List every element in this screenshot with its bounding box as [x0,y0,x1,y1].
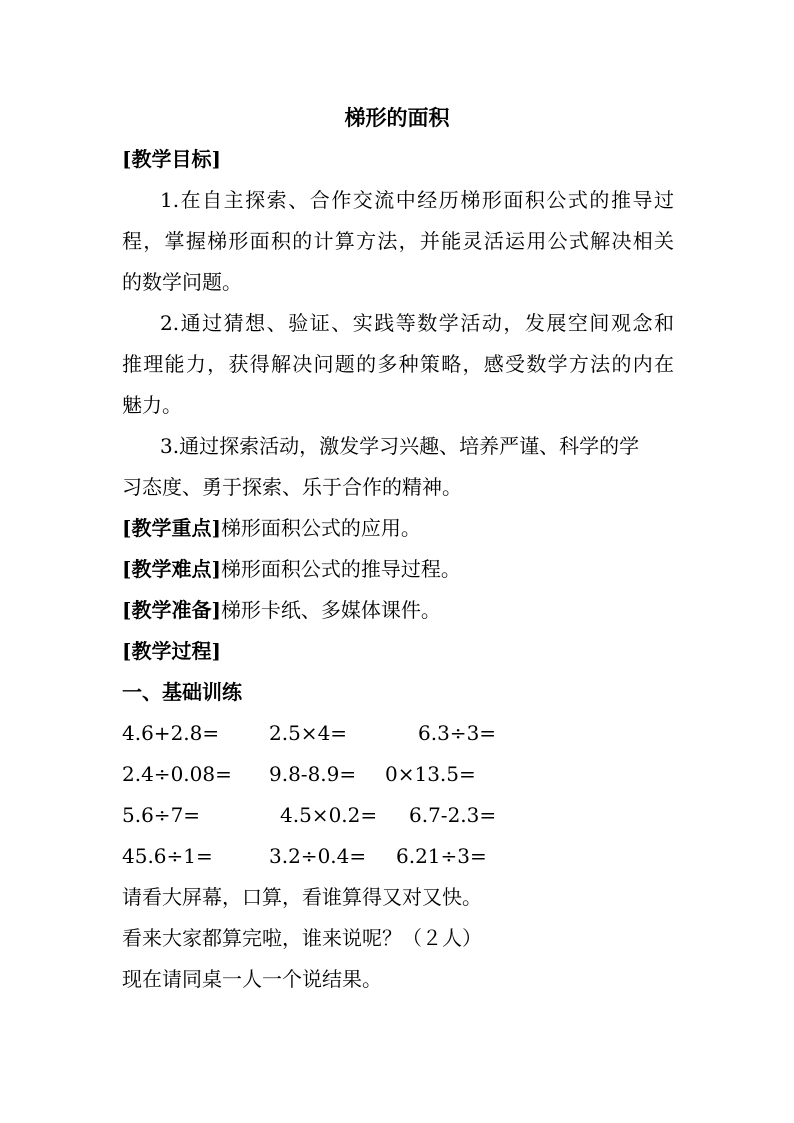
problem: 9.8-8.9= [269,762,357,786]
key-point [122,508,674,549]
problem: 45.6÷1= [122,844,213,868]
goal-2-line-1: 2.通过猜想、验证、实践等数学活动，发展空间观念和 [160,311,674,335]
preparation [122,590,674,631]
goal-2-line-2: 推理能力，获得解决问题的多种策略，感受数学方法的内在 [122,352,674,376]
goal-1-line-1: 1.在自主探索、合作交流中经历梯形面积公式的推导过 [160,188,674,212]
difficulty-text: 梯形面积公式的推导过程。 [220,557,461,581]
problem: 2.4÷0.08= [122,762,232,786]
goal-3-line-2: 习态度、勇于探索、乐于合作的精神。 [122,475,462,499]
remark-2: 看来大家都算完啦，谁来说呢？（２人） [122,926,482,950]
key-point-label: [教学重点] [122,516,221,540]
document-body [122,139,674,1000]
goal-2-line-3: 魅力。 [122,393,182,417]
problem: 3.2÷0.4= [269,844,367,868]
goals-heading: [教学目标] [122,147,221,171]
problem-row [122,754,674,795]
problem: 2.5×4= [269,721,348,745]
difficulty-label: [教学难点] [122,557,221,581]
problem-row [122,713,674,754]
problem: 6.21÷3= [396,844,487,868]
difficulty-point [122,549,674,590]
goal-3-line-1: 3.通过探索活动，激发学习兴趣、培养严谨、科学的学 [160,434,640,458]
problem-row [122,836,674,877]
key-point-text: 梯形面积公式的应用。 [220,516,421,540]
remark-1: 请看大屏幕，口算，看谁算得又对又快。 [122,885,482,909]
problem-row [122,795,674,836]
problem: 4.6+2.8= [122,721,220,745]
problem: 6.3÷3= [418,721,497,745]
remark-3: 现在请同桌一人一个说结果。 [122,967,382,991]
problem: 0×13.5= [385,762,476,786]
preparation-text: 梯形卡纸、多媒体课件。 [220,598,441,622]
problem: 6.7-2.3= [409,803,497,827]
process-heading: [教学过程] [122,639,221,663]
goal-1-line-2: 程，掌握梯形面积的计算方法，并能灵活运用公式解决相关 [122,229,674,253]
section-1-heading: 一、基础训练 [122,680,242,704]
problem: 5.6÷7= [122,803,201,827]
goal-1-line-3: 的数学问题。 [122,270,242,294]
problem: 4.5×0.2= [280,803,378,827]
document-title: 梯形的面积 [344,105,450,130]
preparation-label: [教学准备] [122,598,221,622]
